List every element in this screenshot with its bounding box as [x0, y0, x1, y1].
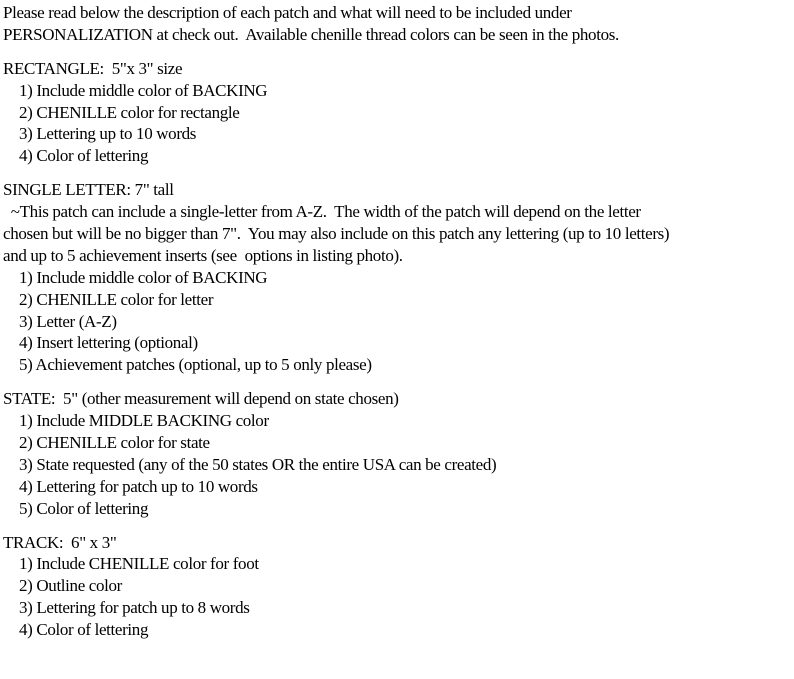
section-track [3, 532, 793, 641]
section-heading: TRACK: 6" x 3" [3, 532, 117, 552]
section-description-line: ~This patch can include a single-letter from A-Z. The width of the patch will depend on the letter [3, 202, 641, 222]
list-item: 1) Include middle color of BACKING [19, 267, 268, 287]
section-state [3, 388, 793, 519]
list-item: 1) Include middle color of BACKING [19, 80, 268, 100]
section-heading: STATE: 5" (other measurement will depend on state chosen) [3, 389, 399, 409]
section-description-line: chosen but will be no bigger than 7". You may also include on this patch any lettering (up to 10 letters) [3, 224, 670, 244]
list-item: 4) Color of lettering [19, 146, 149, 166]
section-rectangle [3, 58, 793, 167]
list-item: 3) State requested (any of the 50 states OR the entire USA can be created) [19, 454, 497, 474]
list-item: 5) Color of lettering [19, 498, 149, 518]
list-item: 1) Include MIDDLE BACKING color [19, 411, 269, 431]
section-gap [3, 167, 793, 179]
section-gap [3, 520, 793, 532]
patch-description-document [3, 2, 793, 641]
intro-line: PERSONALIZATION at check out. Available chenille thread colors can be seen in the photos. [3, 24, 619, 44]
list-item: 2) CHENILLE color for rectangle [19, 102, 240, 122]
section-heading: RECTANGLE: 5"x 3" size [3, 58, 183, 78]
list-item: 3) Letter (A-Z) [19, 311, 117, 331]
list-item: 2) CHENILLE color for letter [19, 289, 214, 309]
list-item: 4) Color of lettering [19, 620, 149, 640]
intro-line: Please read below the description of each patch and what will need to be included under [3, 3, 572, 22]
list-item: 4) Lettering for patch up to 10 words [19, 476, 258, 496]
section-description-line: and up to 5 achievement inserts (see options in listing photo). [3, 245, 403, 265]
list-item: 4) Insert lettering (optional) [19, 333, 198, 353]
section-gap [3, 376, 793, 388]
list-item: 1) Include CHENILLE color for foot [19, 554, 259, 574]
list-item: 3) Lettering up to 10 words [19, 124, 197, 144]
list-item: 2) CHENILLE color for state [19, 433, 210, 453]
section-heading: SINGLE LETTER: 7" tall [3, 180, 174, 200]
list-item: 2) Outline color [19, 576, 122, 596]
list-item: 5) Achievement patches (optional, up to 5 only please) [19, 355, 372, 375]
section-gap [3, 46, 793, 58]
list-item: 3) Lettering for patch up to 8 words [19, 598, 250, 618]
section-single-letter [3, 179, 793, 376]
